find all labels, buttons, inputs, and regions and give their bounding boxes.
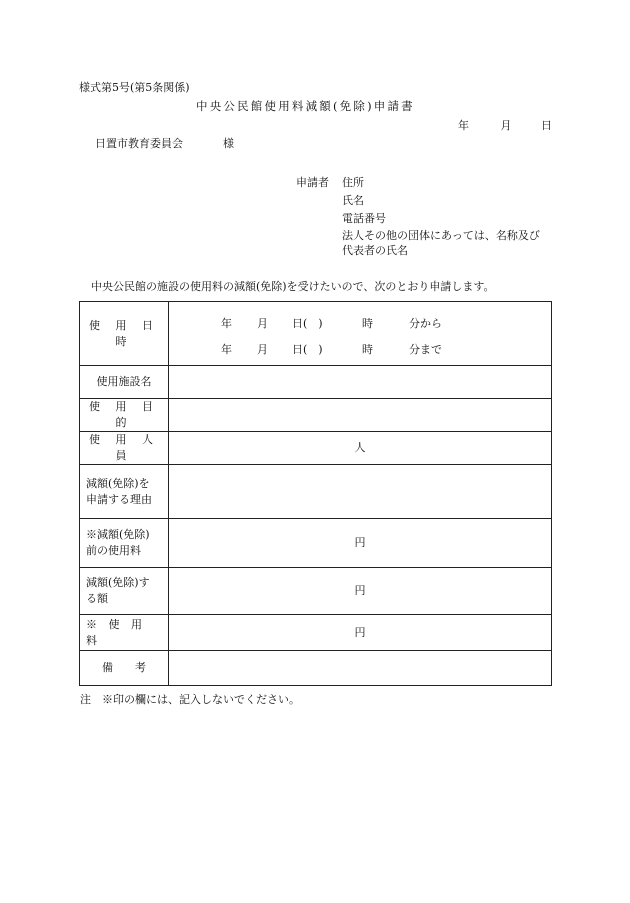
datetime-from [169, 308, 551, 334]
usage-datetime-label [80, 302, 169, 366]
to-day: 日( ) [292, 342, 323, 356]
reduction-label [80, 568, 169, 615]
people-label [80, 432, 169, 465]
people-field[interactable] [169, 432, 552, 465]
before-fee-label-line2: 前の使用料 [86, 544, 141, 557]
from-day: 日( ) [292, 316, 323, 330]
reduction-label-line2: る額 [86, 592, 108, 605]
reduction-label-line1: 減額(免除)す [86, 576, 150, 590]
table-row-fee [80, 615, 552, 651]
reason-label [80, 465, 169, 519]
fee-label [80, 615, 169, 651]
from-hour: 時 [362, 316, 373, 330]
to-hour: 時 [362, 342, 373, 356]
purpose-label-text: 使 用 目 的 [89, 400, 159, 429]
table-row-remarks [80, 651, 552, 686]
footnote: 注 ※印の欄には、記入しないでください。 [80, 693, 300, 706]
addressee-honorific: 様 [223, 137, 234, 150]
fee-label-text: ※ 使 用 料 [86, 617, 146, 647]
date-year: 年 [458, 119, 469, 132]
table-row-purpose [80, 399, 552, 432]
usage-datetime-field[interactable] [169, 302, 552, 366]
before-fee-label-line1: ※減額(免除) [86, 528, 150, 542]
facility-field[interactable] [169, 366, 552, 399]
applicant-phone-label: 電話番号 [342, 212, 386, 225]
remarks-label: 備 考 [80, 651, 169, 686]
addressee-name: 日置市教育委員会 [95, 137, 183, 150]
reduction-field[interactable] [169, 568, 552, 615]
fee-field[interactable] [169, 615, 552, 651]
date-month: 月 [500, 119, 512, 132]
to-minute: 分まで [409, 342, 442, 356]
reason-label-line1: 減額(免除)を [86, 476, 150, 490]
purpose-field[interactable] [169, 399, 552, 432]
from-minute: 分から [409, 316, 442, 330]
table-row-people [80, 432, 552, 465]
before-fee-field[interactable] [169, 519, 552, 568]
applicant-address-label: 住所 [342, 176, 364, 189]
addressee [95, 138, 234, 149]
purpose-label [80, 399, 169, 432]
application-table [79, 301, 552, 686]
applicant-label: 申請者 [296, 176, 329, 189]
reason-field[interactable] [169, 465, 552, 519]
before-fee-label [80, 519, 169, 568]
people-label-text: 使 用 人 員 [89, 433, 159, 462]
table-row-reason [80, 465, 552, 519]
fee-unit: 円 [354, 625, 366, 639]
facility-label: 使用施設名 [80, 366, 169, 399]
table-row-before-fee [80, 519, 552, 568]
table-row-usage-datetime [80, 302, 552, 366]
before-fee-unit: 円 [354, 536, 366, 550]
table-row-reduction [80, 568, 552, 615]
from-month: 月 [257, 316, 268, 330]
from-year: 年 [221, 316, 232, 330]
applicant-corp-note-cont: 代表者の氏名 [342, 244, 408, 257]
to-month: 月 [257, 342, 268, 356]
table-row-facility [80, 366, 552, 399]
remarks-field[interactable] [169, 651, 552, 686]
usage-datetime-label-text: 使 用 日 時 [89, 318, 159, 348]
form-number: 様式第5号(第5条関係) [79, 81, 190, 94]
reduction-unit: 円 [354, 584, 366, 598]
people-unit: 人 [354, 441, 366, 455]
applicant-name-label: 氏名 [342, 194, 364, 207]
intro-text: 中央公民館の施設の使用料の減額(免除)を受けたいので、次のとおり申請します。 [91, 280, 495, 293]
datetime-to [169, 334, 551, 360]
date-day: 日 [541, 119, 552, 132]
applicant-corp-note: 法人その他の団体にあっては、名称及び [342, 229, 540, 242]
document-title: 中央公民館使用料減額(免除)申請書 [196, 99, 415, 113]
to-year: 年 [221, 342, 232, 356]
date-line [458, 120, 552, 131]
reason-label-line2: 申請する理由 [86, 492, 152, 506]
